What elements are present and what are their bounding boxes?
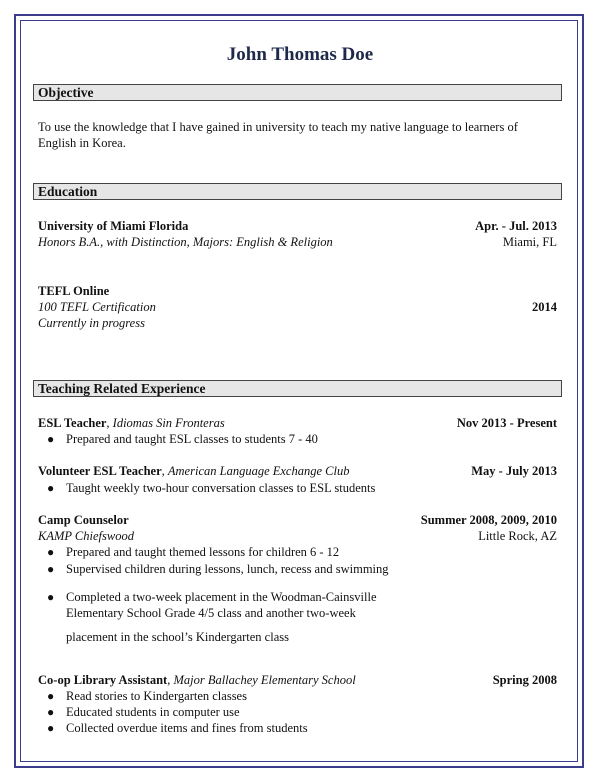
section-header-objective: Objective bbox=[33, 84, 562, 101]
bullet-icon: ● bbox=[47, 590, 55, 604]
job-location: Little Rock, AZ bbox=[478, 529, 557, 543]
bullet-item: Read stories to Kindergarten classes bbox=[66, 689, 247, 703]
job-role: Camp Counselor bbox=[38, 513, 129, 527]
job-org: Idiomas Sin Fronteras bbox=[112, 416, 225, 430]
job-separator: , bbox=[167, 673, 174, 687]
education-dates: Apr. - Jul. 2013 bbox=[475, 219, 557, 233]
bullet-icon: ● bbox=[47, 705, 55, 719]
bullet-icon: ● bbox=[47, 481, 55, 495]
objective-text-line-2: English in Korea. bbox=[38, 136, 126, 150]
bullet-icon: ● bbox=[47, 545, 55, 559]
education-detail: Honors B.A., with Distinction, Majors: English & Religion bbox=[38, 235, 333, 249]
job-dates: Summer 2008, 2009, 2010 bbox=[420, 513, 557, 527]
education-institution: University of Miami Florida bbox=[38, 219, 189, 233]
job-org: KAMP Chiefswood bbox=[38, 529, 134, 543]
job-role: Volunteer ESL Teacher bbox=[38, 464, 162, 478]
bullet-icon: ● bbox=[47, 562, 55, 576]
job-title-line bbox=[38, 415, 225, 432]
bullet-item: Educated students in computer use bbox=[66, 705, 240, 719]
education-dates: 2014 bbox=[532, 300, 557, 314]
job-separator: , bbox=[161, 464, 168, 478]
job-role: Co-op Library Assistant bbox=[38, 673, 168, 687]
section-header-education: Education bbox=[33, 183, 562, 200]
bullet-item: Prepared and taught ESL classes to students 7 - 40 bbox=[66, 432, 318, 446]
job-org: Major Ballachey Elementary School bbox=[173, 673, 356, 687]
job-role: ESL Teacher bbox=[38, 416, 107, 430]
job-title-line bbox=[38, 463, 349, 480]
bullet-item: Supervised children during lessons, lunch, recess and swimming bbox=[66, 562, 389, 576]
resume-name: John Thomas Doe bbox=[226, 44, 374, 65]
section-header-experience: Teaching Related Experience bbox=[33, 380, 562, 397]
job-dates: Spring 2008 bbox=[492, 673, 557, 687]
job-dates: May - July 2013 bbox=[471, 464, 557, 478]
education-location: Miami, FL bbox=[502, 235, 557, 249]
education-detail: Currently in progress bbox=[38, 316, 145, 330]
objective-text-line-1: To use the knowledge that I have gained in university to teach my native language to learners of bbox=[38, 120, 518, 134]
education-detail: 100 TEFL Certification bbox=[38, 300, 156, 314]
job-title-line bbox=[38, 672, 356, 689]
bullet-item: Completed a two-week placement in the Woodman-Cainsville bbox=[66, 590, 377, 604]
bullet-item: Taught weekly two-hour conversation classes to ESL students bbox=[66, 481, 376, 495]
bullet-item: Prepared and taught themed lessons for children 6 - 12 bbox=[66, 545, 340, 559]
education-institution: TEFL Online bbox=[38, 284, 110, 298]
bullet-icon: ● bbox=[47, 721, 55, 735]
bullet-item-continuation: placement in the school’s Kindergarten class bbox=[66, 630, 289, 644]
bullet-icon: ● bbox=[47, 689, 55, 703]
job-dates: Nov 2013 - Present bbox=[456, 416, 557, 430]
job-org: American Language Exchange Club bbox=[167, 464, 350, 478]
bullet-item-continuation: Elementary School Grade 4/5 class and another two-week bbox=[66, 606, 356, 620]
job-separator: , bbox=[106, 416, 113, 430]
bullet-icon: ● bbox=[47, 432, 55, 446]
bullet-item: Collected overdue items and fines from students bbox=[66, 721, 308, 735]
